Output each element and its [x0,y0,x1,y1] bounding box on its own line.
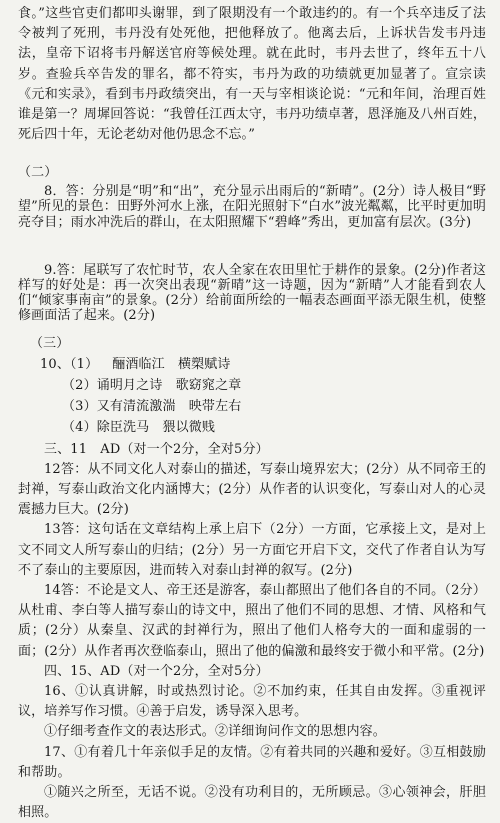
answer-10-label: 10、（1） [40,356,99,372]
answer-11: 三、11 AD（对一个2分，全对5分） [44,441,269,457]
answer-16-part-2: ①仔细考查作文的表达形式。②详细询问作文的思想内容。 [44,724,386,740]
answer-10-item-3: （3）又有清流激湍 映带左右 [62,399,242,415]
answer-17-part-2: ①随兴之所至，无话不说。②没有功利目的，无所顾忌。③心领神会，肝胆相照。 [18,785,486,821]
answer-10-item-1-text: 酾酒临江 横槊赋诗 [112,356,231,372]
answer-8: 8．答：分别是“明”和“出”，充分显示出雨后的“新晴”。(2分）诗人极目“野望”所见的景色：田野外河水上涨，在阳光照射下“白水”波光粼粼，比平时更加明亮夺目；雨水冲洗后的群山，在太阳照耀下“碧峰”秀出，更加富有层次。(3分) [18,183,486,230]
answer-16-part-1: 16、①认真讲解，时或热烈讨论。②不加约束，任其自由发挥。③重视评议，培养写作习惯。④善于启发，诱导深入思考。 [18,684,486,720]
answer-9: 9.答：尾联写了农忙时节，农人全家在农田里忙于耕作的景象。(2分)作者这样写的好处是：再一次突出表现“新晴”这一诗题，因为“新晴”人才能看到农人们“倾家事南亩”的景象。(2分）给前面所绘的一幅表态画面平添无限生机，使整修画面活了起来。(2分) [18,263,486,323]
answer-15: 四、15、AD（对一个2分，全对5分） [44,663,269,679]
answer-10-item-4: （4）除臣洗马 猥以微贱 [62,420,216,436]
answer-13: 13答：这句话在文章结构上承上启下（2分）一方面，它承接上文，是对上文不同文人所写泰山的归结；(2分）另一方面它开启下文，交代了作者自认为写不了泰山的主要原因，进而转入对泰山封禅的叙写。(2分) [18,522,486,578]
answer-10-item-2: （2）诵明月之诗 歌窈窕之章 [62,378,242,393]
answer-17-part-1: 17、①有着几十年亲似手足的友情。②有着共同的兴趣和爱好。③互相鼓励和帮助。 [18,744,486,780]
answer-14: 14答：不论是文人、帝王还是游客，泰山都照出了他们各自的不同。（2分）从杜甫、李白等人描写泰山的诗文中，照出了他们不同的思想、才情、风格和气质；(2分）从秦皇、汉武的封禅行为，照出了他们人格夸大的一面和虚弱的一面；(2分）从作者再次登临泰山，照出了他的偏激和最终安于微小和平常。(2分) [18,583,486,659]
answer-10-item-1 [40,355,486,375]
answer-10-list [18,355,486,439]
section-three-heading: （三） [30,335,70,351]
section-two-heading: （二） [18,165,58,181]
answer-12: 12答：从不同文化人对泰山的描述，写泰山境界宏大；(2分）从不同帝王的封禅，写泰山政治文化内涵博大；(2分）从作者的认识变化，写泰山对人的心灵震撼力巨大。(2分) [18,461,486,518]
translation-paragraph: 食。”这些官吏们都叩头谢罪，到了限期没有一个敢违约的。有一个兵卒违反了法令被判了死刑，韦丹没有处死他，把他释放了。他离去后，上诉状告发韦丹违法，皇帝下诏将韦丹解送官府等候处理。就在此时，韦丹去世了，终年五十八岁。查验兵卒告发的罪名，都不符实，韦丹为政的功绩就更加显著了。宣宗读《元和实录》，看到韦丹政绩突出，有一天与宰相谈论说：“元和年间，治理百姓谁是第一？周墀回答说：“我曾任江西太守，韦丹功绩卓著，恩泽施及八州百姓，死后四十年，无论老幼对他仍思念不忘。” [18,6,486,143]
